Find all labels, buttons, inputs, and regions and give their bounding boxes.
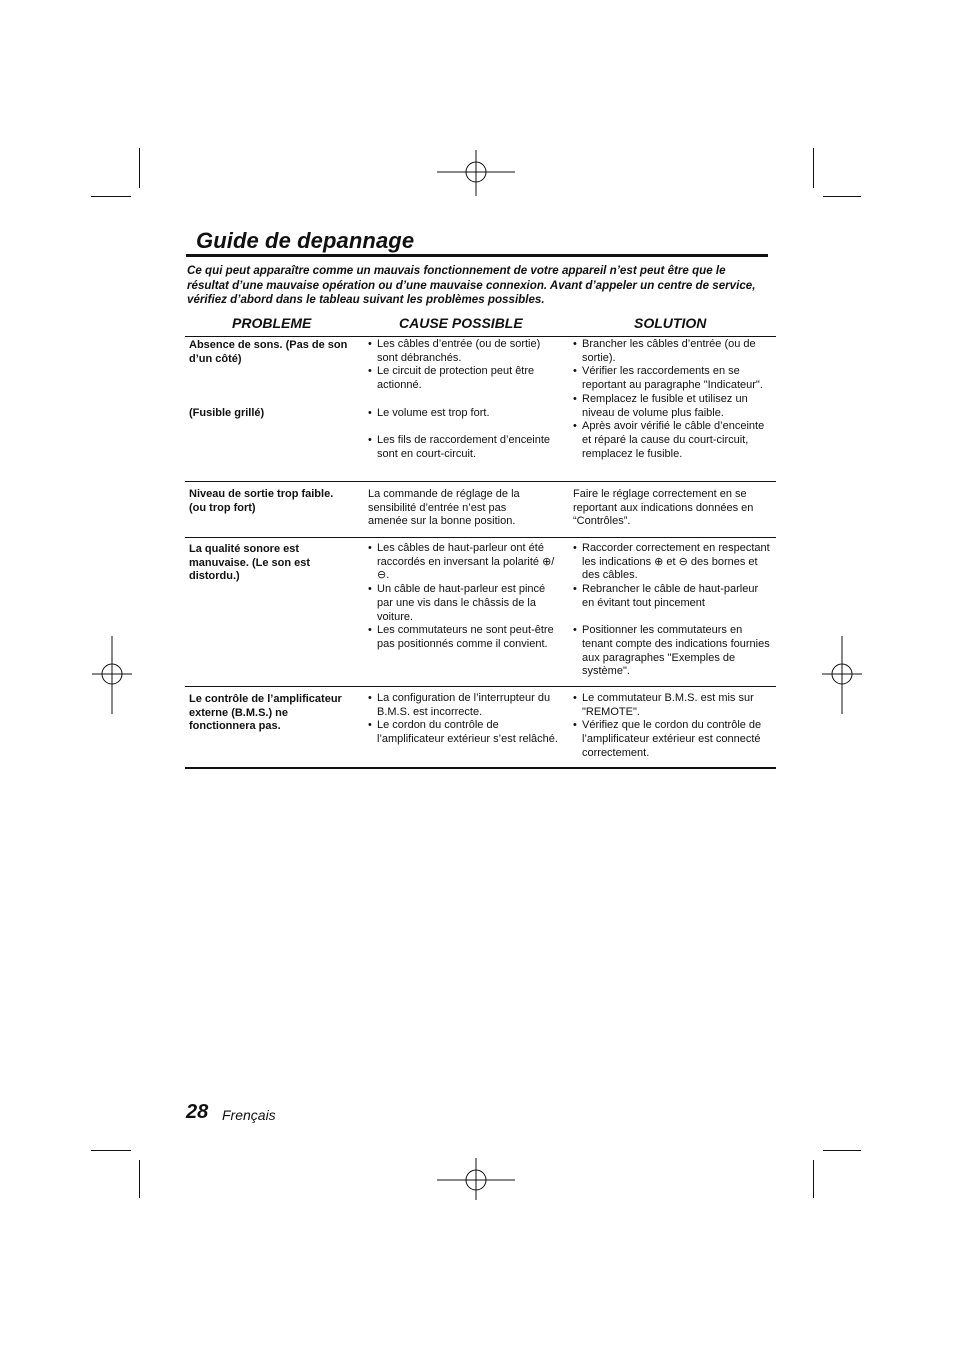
crop-mark-bottom-right-horizontal	[823, 1150, 861, 1151]
row-divider	[185, 686, 776, 687]
row-divider	[185, 481, 776, 482]
table-bottom-rule	[185, 767, 776, 769]
list-item: • Vérifier les raccordements en se reportant au paragraphe "Indicateur".	[573, 365, 773, 392]
list-item: • Brancher les câbles d’entrée (ou de sortie).	[573, 338, 773, 365]
list-item: • Les câbles d’entrée (ou de sortie) sont débranchés.	[368, 338, 558, 365]
header-solution: SOLUTION	[634, 315, 707, 331]
crop-mark-top-right-horizontal	[823, 196, 861, 197]
problem-controle-amplificateur: Le contrôle de l’amplificateur externe (B.M.S.) ne fonctionnera pas.	[189, 693, 342, 733]
language-label: Frençais	[222, 1107, 276, 1123]
row3-causes	[368, 542, 563, 652]
list-item: • Les commutateurs ne sont peut-être pas positionnés comme il convient.	[368, 624, 563, 651]
solution-reglage: Faire le réglage correctement en se reportant aux indications données en “Contrôles”.	[573, 488, 754, 528]
list-item: • Après avoir vérifié le câble d’enceinte et réparé la cause du court-circuit, remplacez le fusible.	[573, 420, 773, 461]
registration-mark-left	[92, 636, 132, 714]
list-item: • Le commutateur B.M.S. est mis sur "REMOTE".	[573, 692, 773, 719]
row1-solutions	[573, 338, 773, 461]
list-item: • Raccorder correctement en respectant les indications ⊕ et ⊖ des bornes et des câbles.	[573, 542, 773, 583]
crop-mark-top-right-vertical	[813, 148, 814, 188]
registration-mark-bottom	[437, 1158, 515, 1200]
list-item: • Les câbles de haut-parleur ont été raccordés en inversant la polarité ⊕/⊖.	[368, 542, 563, 583]
list-item: • Remplacez le fusible et utilisez un niveau de volume plus faible.	[573, 393, 773, 420]
crop-mark-bottom-left-horizontal	[91, 1150, 131, 1151]
list-item: • Le circuit de protection peut être actionné.	[368, 365, 558, 392]
intro-paragraph: Ce qui peut apparaître comme un mauvais fonctionnement de votre appareil n’est peut être que le résultat d’une mauvaise opération ou d’une mauvaise connexion. Avant d’appeler un centre de service, vérifiez d’abord dans le tableau suivant les problèmes possibles.	[187, 264, 756, 307]
row1-causes	[368, 338, 558, 461]
list-item: • Vérifiez que le cordon du contrôle de l’amplificateur extérieur est connecté correctement.	[573, 719, 773, 760]
crop-mark-bottom-left-vertical	[139, 1160, 140, 1198]
list-item: • La configuration de l’interrupteur du B.M.S. est incorrecte.	[368, 692, 560, 719]
registration-mark-right	[822, 636, 862, 714]
header-cause-possible: CAUSE POSSIBLE	[399, 315, 523, 331]
list-item: • Les fils de raccordement d’enceinte sont en court-circuit.	[368, 434, 558, 461]
problem-absence-de-sons: Absence de sons. (Pas de son d’un côté)	[189, 339, 348, 365]
crop-mark-bottom-right-vertical	[813, 1160, 814, 1198]
list-item: • Positionner les commutateurs en tenant compte des indications fournies aux paragraphes "Exemples de système".	[573, 624, 773, 679]
crop-mark-top-left-vertical	[139, 148, 140, 188]
table-header	[185, 315, 776, 335]
header-rule	[185, 336, 776, 337]
row-divider	[185, 537, 776, 538]
header-probleme: PROBLEME	[232, 315, 312, 331]
problem-qualite-sonore: La qualité sonore est manuvaise. (Le son est distordu.)	[189, 543, 311, 583]
list-item: • Un câble de haut-parleur est pincé par une vis dans le châssis de la voiture.	[368, 583, 563, 624]
cause-sensibilite: La commande de réglage de la sensibilité d’entrée n’est pas amenée sur la bonne position.	[368, 488, 520, 528]
list-item: • Rebrancher le câble de haut-parleur en évitant tout pincement	[573, 583, 773, 610]
title-underline	[186, 254, 768, 257]
row3-solutions	[573, 542, 773, 679]
problem-fusible-grille: (Fusible grillé)	[189, 407, 265, 419]
row4-solutions	[573, 692, 773, 761]
page-number: 28	[186, 1101, 209, 1123]
list-item: • Le cordon du contrôle de l’amplificateur extérieur s’est relâché.	[368, 719, 560, 746]
registration-mark-top	[437, 150, 515, 196]
page-title: Guide de depannage	[196, 228, 415, 253]
list-item: • Le volume est trop fort.	[368, 407, 558, 421]
crop-mark-top-left-horizontal	[91, 196, 131, 197]
row4-causes	[368, 692, 560, 747]
problem-niveau-de-sortie: Niveau de sortie trop faible. (ou trop fort)	[189, 488, 334, 514]
